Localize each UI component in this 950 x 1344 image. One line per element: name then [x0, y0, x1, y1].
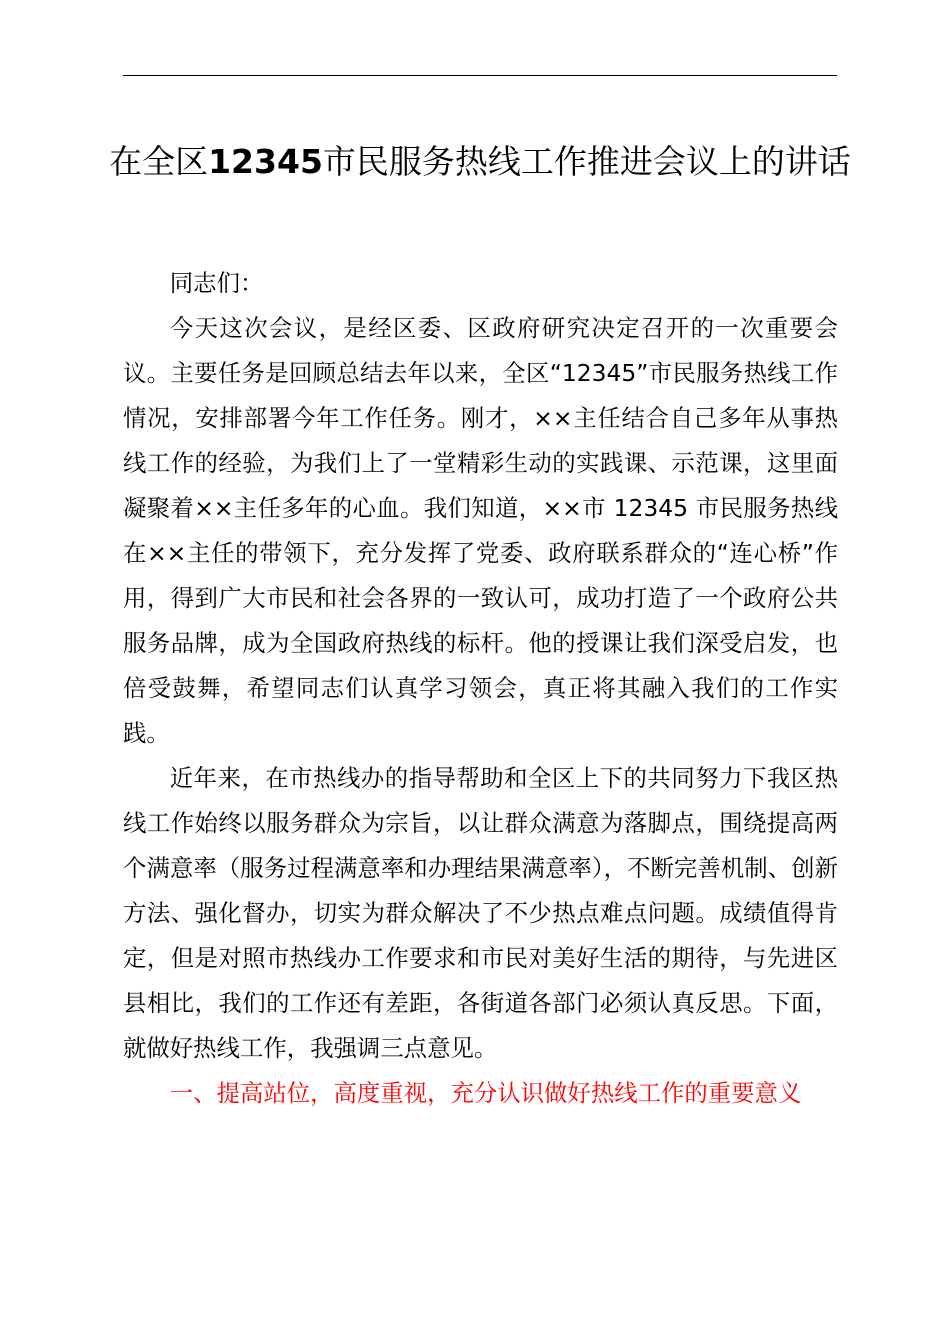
page-title — [100, 138, 860, 186]
header-rule — [123, 75, 837, 76]
document-body — [123, 261, 838, 1116]
paragraph-1: 今天这次会议，是经区委、区政府研究决定召开的一次重要会议。主要任务是回顾总结去年以来，全区“12345”市民服务热线工作情况，安排部署今年工作任务。刚才，××主任结合自己多年从事热线工作的经验，为我们上了一堂精彩生动的实践课、示范课，这里面凝聚着××主任多年的心血。我们知道，××市 12345 市民服务热线在××主任的带领下，充分发挥了党委、政府联系群众的“连心桥”作用，得到广大市民和社会各界的一致认可，成功打造了一个政府公共服务品牌，成为全国政府热线的标杆。他的授课让我们深受启发，也倍受鼓舞，希望同志们认真学习领会，真正将其融入我们的工作实践。 — [123, 314, 838, 747]
title-prefix: 在全区 — [109, 142, 209, 181]
salutation: 同志们： — [169, 269, 264, 297]
title-suffix: 市民服务热线工作推进会议上的讲话 — [322, 142, 851, 181]
title-number: 12345 — [208, 142, 323, 181]
paragraph-2: 近年来，在市热线办的指导帮助和全区上下的共同努力下我区热线工作始终以服务群众为宗旨，以让群众满意为落脚点，围绕提高两个满意率（服务过程满意率和办理结果满意率），不断完善机制、创新方法、强化督办，切实为群众解决了不少热点难点问题。成绩值得肯定，但是对照市热线办工作要求和市民对美好生活的期待，与先进区县相比，我们的工作还有差距，各街道各部门必须认真反思。下面，就做好热线工作，我强调三点意见。 — [123, 764, 838, 1062]
section-heading-1: 一、提高站位，高度重视，充分认识做好热线工作的重要意义 — [169, 1079, 802, 1107]
